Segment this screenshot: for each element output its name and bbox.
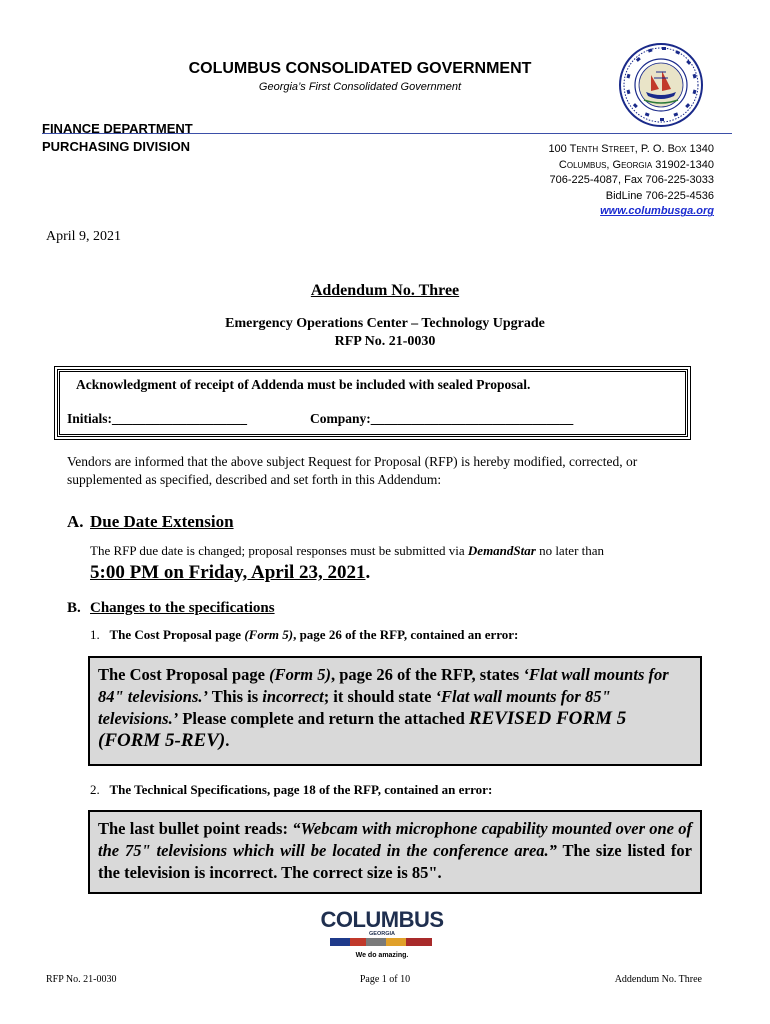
demandstar-name: DemandStar xyxy=(467,543,536,558)
section-a-text xyxy=(90,543,604,559)
box-text: This is xyxy=(207,687,263,706)
company-field[interactable]: Company:______________________________ xyxy=(310,411,574,426)
acknowledgment-text: Acknowledgment of receipt of Addenda must be included with sealed Proposal. xyxy=(76,377,531,392)
document-date: April 9, 2021 xyxy=(46,229,122,244)
box-text: Please complete and return the attached xyxy=(178,709,469,728)
box-text: incorrect xyxy=(262,687,324,706)
logo-stripe xyxy=(386,938,406,946)
initials-field[interactable]: Initials:____________________ xyxy=(67,411,248,426)
box-text: ‘Flat wall mounts for 84" televisions.’ xyxy=(98,665,669,706)
addendum-title: Addendum No. Three xyxy=(310,282,460,299)
address-line-1: 100 Tenth Street, P. O. Box 1340 xyxy=(548,143,714,155)
section-a-text-part: no later than xyxy=(535,543,605,558)
box-text: The last bullet point reads: xyxy=(98,819,293,838)
box-text: . xyxy=(225,731,230,750)
footer-rfp-number: RFP No. 21-0030 xyxy=(46,974,117,985)
item-text: The Cost Proposal page xyxy=(109,627,245,642)
deadline-text: 5:00 PM on Friday, April 23, 2021 xyxy=(90,562,366,583)
section-b-letter: B. xyxy=(67,600,81,616)
change-item-2 xyxy=(90,782,492,798)
phone-fax: 706-225-4087, Fax 706-225-3033 xyxy=(549,174,714,187)
columbus-logo xyxy=(320,905,444,963)
logo-stripe xyxy=(350,938,366,946)
city-seal-logo xyxy=(618,42,704,128)
box-text: ; it should state xyxy=(323,687,436,706)
box-text: , page 26 of the RFP, states xyxy=(331,665,524,684)
bidline: BidLine 706-225-4536 xyxy=(605,189,714,202)
intro-paragraph: Vendors are informed that the above subject Request for Proposal (RFP) is hereby modified, corrected, or supplemented as specified, described and set forth in this Addendum: xyxy=(67,454,638,487)
section-a-letter: A. xyxy=(67,512,84,531)
logo-stripe xyxy=(330,938,350,946)
box-text: ‘Flat wall mounts for 85" televisions.’ xyxy=(98,687,611,728)
item-text: , page 26 of the RFP, contained an error: xyxy=(293,627,519,642)
section-b-title: Changes to the specifications xyxy=(90,600,275,616)
box-text: “Webcam with microphone capability mounted over one of the 75" televisions which will be located in the conference area.” xyxy=(98,819,693,860)
change-item-1 xyxy=(90,627,518,643)
logo-stripe xyxy=(366,938,386,946)
box-text: The size listed for the television is incorrect. The correct size is 85". xyxy=(98,841,692,882)
rfp-number: RFP No. 21-0030 xyxy=(334,334,436,349)
revised-form-reference: REVISED FORM 5 (FORM 5-REV) xyxy=(98,708,627,751)
item-text: (Form 5) xyxy=(244,627,294,642)
department-block xyxy=(42,120,193,156)
department-name: FINANCE DEPARTMENT xyxy=(42,121,193,136)
correction-box-1 xyxy=(88,656,702,766)
due-date-deadline xyxy=(90,562,370,584)
footer-addendum: Addendum No. Three xyxy=(614,974,702,985)
logo-word: COLUMBUS xyxy=(320,907,444,932)
page-title: COLUMBUS CONSOLIDATED GOVERNMENT xyxy=(188,60,532,77)
project-name: Emergency Operations Center – Technology Upgrade xyxy=(225,316,545,331)
header-divider xyxy=(42,133,732,134)
correction-box-2 xyxy=(88,810,702,894)
division-name: PURCHASING DIVISION xyxy=(42,139,191,154)
section-a-title: Due Date Extension xyxy=(90,512,234,531)
item-text: The Technical Specifications, page 18 of the RFP, contained an error: xyxy=(109,782,493,797)
logo-stripe xyxy=(406,938,432,946)
box-text: The Cost Proposal page xyxy=(98,665,270,684)
address-line-2: Columbus, Georgia 31902-1340 xyxy=(558,158,714,171)
box-text: (Form 5) xyxy=(269,665,331,684)
page-subtitle: Georgia’s First Consolidated Government xyxy=(258,81,462,93)
section-a-text-part: The RFP due date is changed; proposal responses must be submitted via xyxy=(90,543,468,558)
item-number: 1. xyxy=(90,627,100,642)
logo-state: GEORGIA xyxy=(369,931,395,937)
logo-tagline: We do amazing. xyxy=(355,952,409,959)
footer-page-number: Page 1 of 10 xyxy=(359,974,411,985)
website-link[interactable]: www.columbusga.org xyxy=(600,205,714,218)
deadline-period: . xyxy=(365,562,371,583)
project-heading xyxy=(0,315,770,351)
item-number: 2. xyxy=(90,782,100,797)
address-block xyxy=(548,142,714,220)
